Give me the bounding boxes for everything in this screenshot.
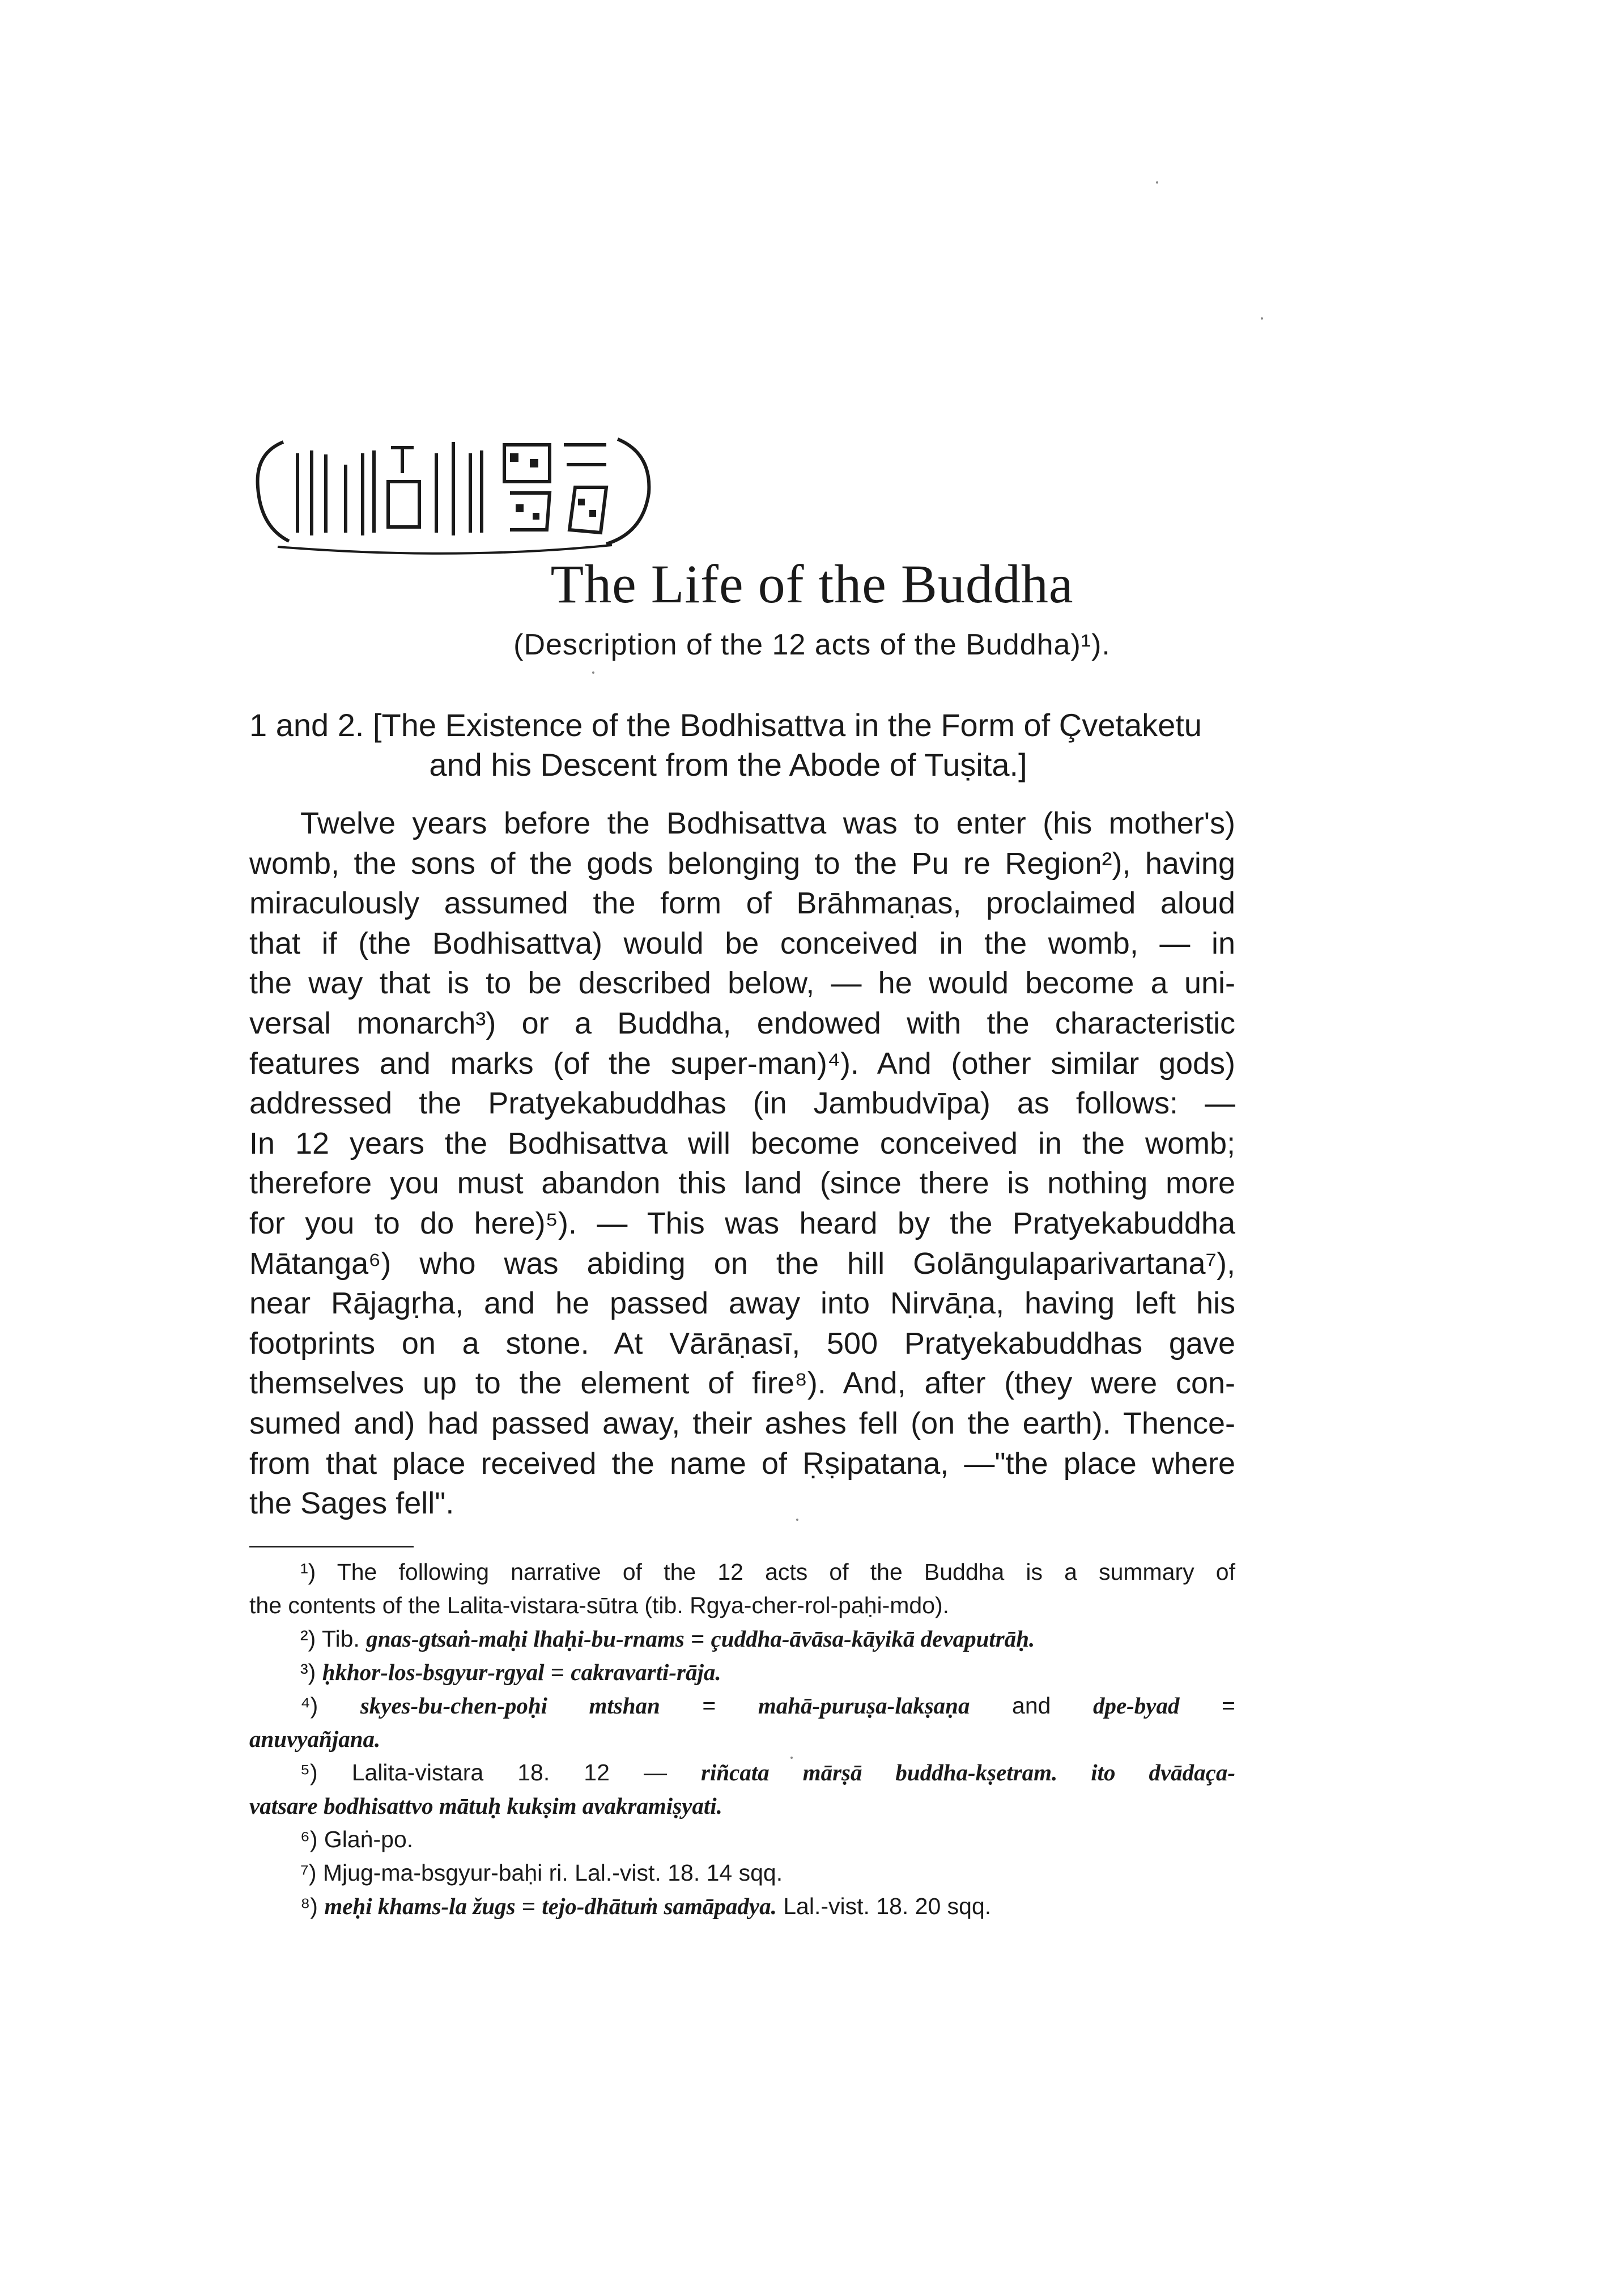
body-line: the Sages fell". bbox=[249, 1486, 454, 1521]
reference: Lal.-vist. 18. 20 sqq. bbox=[776, 1893, 992, 1919]
sanskrit-term: anuvyañjana. bbox=[249, 1726, 381, 1752]
footnote-5 bbox=[249, 1756, 1235, 1823]
tibetan-term: meḥi khams-la žugs bbox=[324, 1893, 516, 1919]
sanskrit-term: mahā-puruṣa-lakṣaṇa bbox=[758, 1693, 970, 1719]
footnote-line bbox=[249, 1723, 1235, 1756]
body-line: Mātanga⁶) who was abiding on the hill Golāngulaparivartana⁷), bbox=[249, 1246, 1235, 1281]
footnote-6 bbox=[249, 1823, 1235, 1856]
body-line: the way that is to be described below, — he would become a uni- bbox=[249, 966, 1235, 1001]
sanskrit-term: tejo-dhātuṁ samāpadya. bbox=[542, 1893, 777, 1919]
body-line: womb, the sons of the gods belonging to the Pu re Region²), having bbox=[249, 846, 1235, 881]
footnote-line bbox=[249, 1756, 1235, 1789]
footnote-3 bbox=[249, 1656, 1235, 1689]
footnote-line: the contents of the Lalita-vistara-sūtra (tib. Rgya-cher-rol-paḥi-mdo). bbox=[249, 1592, 950, 1618]
footnote-line bbox=[249, 1689, 1235, 1723]
body-line: from that place received the name of Ṛṣipatana, —"the place where bbox=[249, 1446, 1235, 1481]
scan-speck bbox=[1261, 317, 1263, 320]
body-line: sumed and) had passed away, their ashes fell (on the earth). Thence- bbox=[249, 1406, 1235, 1440]
tibetan-seal-ornament bbox=[244, 419, 663, 555]
footnote-marker: ³) bbox=[300, 1659, 322, 1685]
body-line: therefore you must abandon this land (since there is nothing more bbox=[249, 1166, 1235, 1201]
conjunction: and bbox=[970, 1693, 1093, 1719]
body-line: themselves up to the element of fire⁸). And, after (they were con- bbox=[249, 1366, 1235, 1401]
scan-speck bbox=[790, 1757, 793, 1759]
body-line: In 12 years the Bodhisattva will become conceived in the womb; bbox=[249, 1126, 1235, 1160]
footnote-marker: ⁵) Lalita-vistara 18. 12 — bbox=[300, 1759, 702, 1785]
footnote-marker: ⁸) bbox=[300, 1893, 325, 1919]
tibetan-term: ḥkhor-los-bsgyur-rgyal bbox=[322, 1659, 545, 1685]
tibetan-term: dpe-byad bbox=[1092, 1693, 1180, 1719]
footnote-2 bbox=[249, 1622, 1235, 1656]
sanskrit-term: cakravarti-rāja. bbox=[571, 1659, 721, 1685]
footnote-marker: ⁴) bbox=[300, 1693, 360, 1719]
footnote-7 bbox=[249, 1856, 1235, 1890]
footnote-line bbox=[249, 1622, 1235, 1656]
section-heading-line-2: and his Descent from the Abode of Tuṣita.] bbox=[429, 747, 1027, 783]
footnote-line bbox=[249, 1656, 1235, 1689]
body-text bbox=[249, 803, 1235, 1524]
body-line: for you to do here)⁵). — This was heard by the Pratyekabuddha bbox=[249, 1206, 1235, 1240]
sanskrit-term: çuddha-āvāsa-kāyikā devaputrāḥ. bbox=[711, 1626, 1035, 1652]
sanskrit-term: vatsare bodhisattvo mātuḥ kukṣim avakramiṣyati. bbox=[249, 1793, 722, 1819]
footnote-line bbox=[249, 1890, 1235, 1923]
page-subtitle: (Description of the 12 acts of the Buddha)¹). bbox=[513, 628, 1111, 661]
footnote-4 bbox=[249, 1689, 1235, 1756]
tibetan-term: gnas-gtsaṅ-maḥi lhaḥi-bu-rnams bbox=[366, 1626, 685, 1652]
footnote-line: ⁷) Mjug-ma-bsgyur-baḥi ri. Lal.-vist. 18. 14 sqq. bbox=[300, 1860, 783, 1886]
footnote-8 bbox=[249, 1890, 1235, 1923]
body-line: versal monarch³) or a Buddha, endowed with the characteristic bbox=[249, 1006, 1235, 1040]
section-heading bbox=[249, 705, 1241, 785]
sanskrit-term: riñcata mārṣā buddha-kṣetram. ito dvādaça- bbox=[701, 1759, 1235, 1785]
equals-sign: = bbox=[684, 1626, 711, 1652]
section-heading-line-1: 1 and 2. [The Existence of the Bodhisattva in the Form of Çvetaketu bbox=[249, 707, 1202, 743]
footnote-marker: ²) Tib. bbox=[300, 1626, 367, 1652]
equals-sign: = bbox=[544, 1659, 571, 1685]
equals-sign: = bbox=[1179, 1693, 1235, 1719]
footnote-line: ⁶) Glaṅ-po. bbox=[300, 1826, 414, 1852]
footnote-1 bbox=[249, 1555, 1235, 1622]
body-line: that if (the Bodhisattva) would be conceived in the womb, — in bbox=[249, 926, 1235, 960]
body-line: near Rājagṛha, and he passed away into Nirvāṇa, having left his bbox=[249, 1286, 1235, 1321]
footnotes bbox=[249, 1555, 1235, 1923]
footnote-line: ¹) The following narrative of the 12 acts of the Buddha is a summary of bbox=[300, 1559, 1235, 1585]
body-line: features and marks (of the super-man)⁴). And (other similar gods) bbox=[249, 1046, 1235, 1081]
scan-speck bbox=[796, 1519, 798, 1521]
scan-speck bbox=[592, 671, 594, 674]
body-line: footprints on a stone. At Vārāṇasī, 500 Pratyekabuddhas gave bbox=[249, 1326, 1235, 1360]
tibetan-term: skyes-bu-chen-poḥi mtshan bbox=[360, 1693, 660, 1719]
equals-sign: = bbox=[660, 1693, 758, 1719]
footnote-line bbox=[249, 1789, 1235, 1823]
page-title: The Life of the Buddha bbox=[550, 554, 1074, 614]
equals-sign: = bbox=[515, 1893, 542, 1919]
footnote-separator bbox=[249, 1546, 414, 1547]
body-line: Twelve years before the Bodhisattva was to enter (his mother's) bbox=[300, 806, 1235, 840]
body-line: miraculously assumed the form of Brāhmaṇas, proclaimed aloud bbox=[249, 886, 1235, 921]
body-line: addressed the Pratyekabuddhas (in Jambudvīpa) as follows: — bbox=[249, 1086, 1235, 1121]
scan-speck bbox=[1156, 181, 1158, 184]
